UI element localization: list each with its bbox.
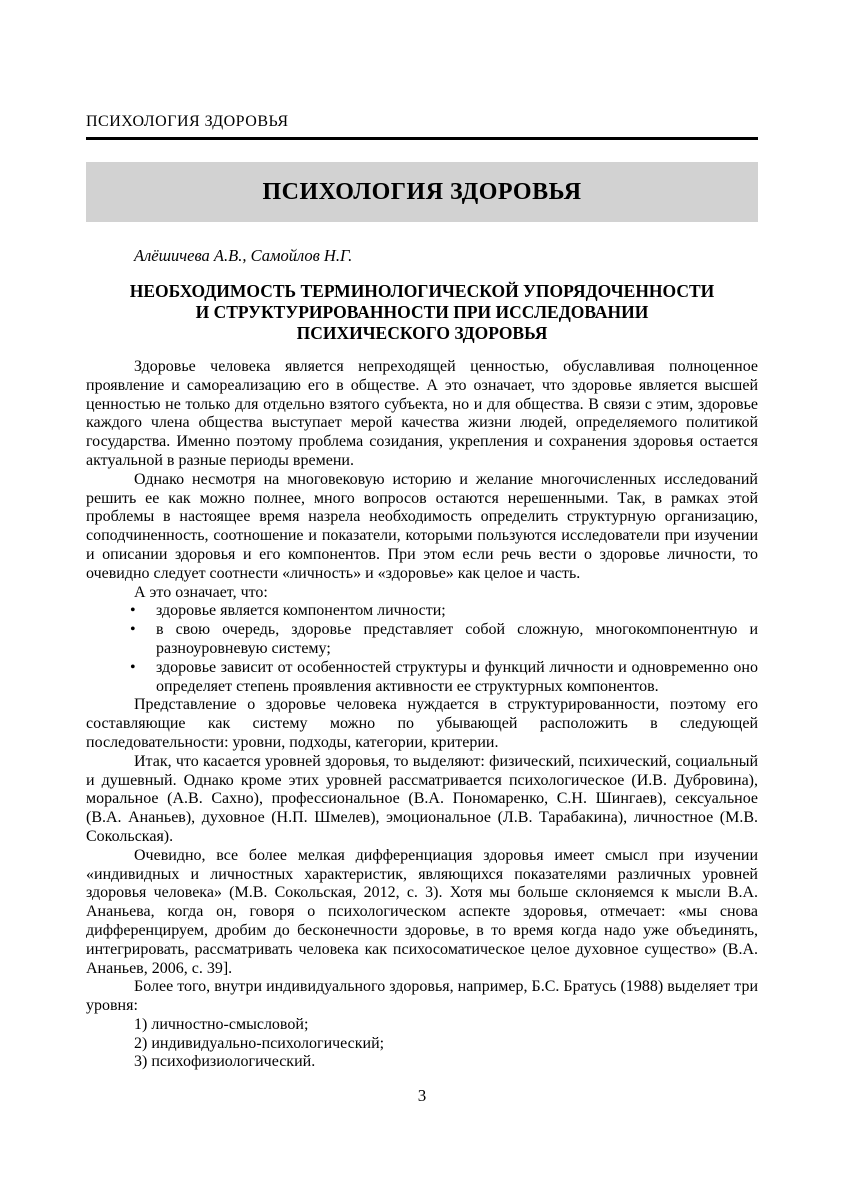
numbered-item: 3) психофизиологический.: [134, 1053, 316, 1071]
bullet-item-text: здоровье является компонентом личности;: [156, 602, 446, 620]
header-rule: [86, 137, 758, 140]
numbered-item: 1) личностно-смысловой;: [134, 1015, 309, 1033]
bullet-item: [130, 602, 758, 621]
body-paragraph: Здоровье человека является непреходящей ценностью, обуславливая полноценное проявление и самореализацию его в обществе. А это означает, что здоровье является высшей ценностью не только для отдельно взятого субъекта, но и для общества. В связи с этим, здоровье каждого члена общества выступает мерой качества жизни людей, определяемого политикой государства. Именно поэтому проблема созидания, укрепления и сохранения здоровья остается актуальной в разные периоды времени.: [86, 358, 758, 469]
body-paragraph: Итак, что касается уровней здоровья, то выделяют: физический, психический, социальный и душевный. Однако кроме этих уровней рассматривается психологическое (И.В. Дубровина), моральное (А.В. Сахно), профессиональное (В.А. Пономаренко, С.Н. Шингаев), сексуальное (В.А. Ананьев), духовное (Н.П. Шмелев), эмоциональное (Л.В. Тарабакина), личностное (М.В. Сокольская).: [86, 752, 758, 845]
numbered-item: 2) индивидуально-психологический;: [134, 1034, 385, 1052]
bullet-marker: •: [130, 621, 136, 639]
article-title: [86, 281, 758, 344]
body-paragraph: Однако несмотря на многовековую историю и желание многочисленных исследований решить ее как можно полнее, много вопросов остаются нерешенными. Так, в рамках этой проблемы в настоящее время назрела необходимость определить структурную организацию, соподчиненность, соотношение и показатели, которыми пользуются исследователи при изучении и описании здоровья и его компонентов. При этом если речь вести о здоровье личности, то очевидно следует соотнести «личность» и «здоровье» как целое и часть.: [86, 470, 758, 582]
bullet-item: [130, 621, 758, 659]
bullet-item-text: в свою очередь, здоровье представляет собой сложную, многокомпонентную и разноуровневую систему;: [156, 621, 758, 657]
article-title-line: НЕОБХОДИМОСТЬ ТЕРМИНОЛОГИЧЕСКОЙ УПОРЯДОЧЕННОСТИ: [129, 281, 715, 301]
bullet-list: [86, 602, 758, 696]
body-paragraph: Очевидно, все более мелкая дифференциация здоровья имеет смысл при изучении «индивидных и личностных характеристик, являющихся показателями различных уровней здоровья человека» (М.В. Сокольская, 2012, с. 3). Хотя мы больше склоняемся к мысли В.А. Ананьева, когда он, говоря о психологическом аспекте здоровья, отмечает: «мы снова дифференцируем, дробим до бесконечности здоровье, в то время когда надо уже объединять, интегрировать, рассматривать человека как психосоматическое целое духовное существо» (В.А. Ананьев, 2006, с. 39].: [86, 846, 758, 977]
bullet-item: [130, 658, 758, 697]
body-paragraph: А это означает, что:: [134, 583, 268, 601]
bullet-marker: •: [130, 602, 136, 620]
bullet-marker: •: [130, 658, 136, 676]
section-banner-title: ПСИХОЛОГИЯ ЗДОРОВЬЯ: [262, 178, 582, 205]
section-banner: [86, 162, 758, 222]
page-content: [86, 0, 758, 1072]
running-head: ПСИХОЛОГИЯ ЗДОРОВЬЯ: [86, 113, 289, 130]
bullet-item-text: здоровье зависит от особенностей структуры и функций личности и одновременно оно определяет степень проявления активности ее структурных компонентов.: [156, 658, 758, 695]
article-body: [86, 358, 758, 1072]
article-title-line: ПСИХИЧЕСКОГО ЗДОРОВЬЯ: [296, 323, 548, 343]
body-paragraph: Представление о здоровье человека нуждается в структурированности, поэтому его составляющие как систему можно по убывающей расположить в следующей последовательности: уровни, подходы, категории, критерии.: [86, 696, 758, 751]
body-paragraph: Более того, внутри индивидуального здоровья, например, Б.С. Братусь (1988) выделяет три уровня:: [86, 978, 758, 1015]
page-number: 3: [417, 1086, 427, 1105]
article-title-line: И СТРУКТУРИРОВАННОСТИ ПРИ ИССЛЕДОВАНИИ: [195, 302, 649, 322]
authors-line: Алёшичева А.В., Самойлов Н.Г.: [134, 246, 353, 265]
